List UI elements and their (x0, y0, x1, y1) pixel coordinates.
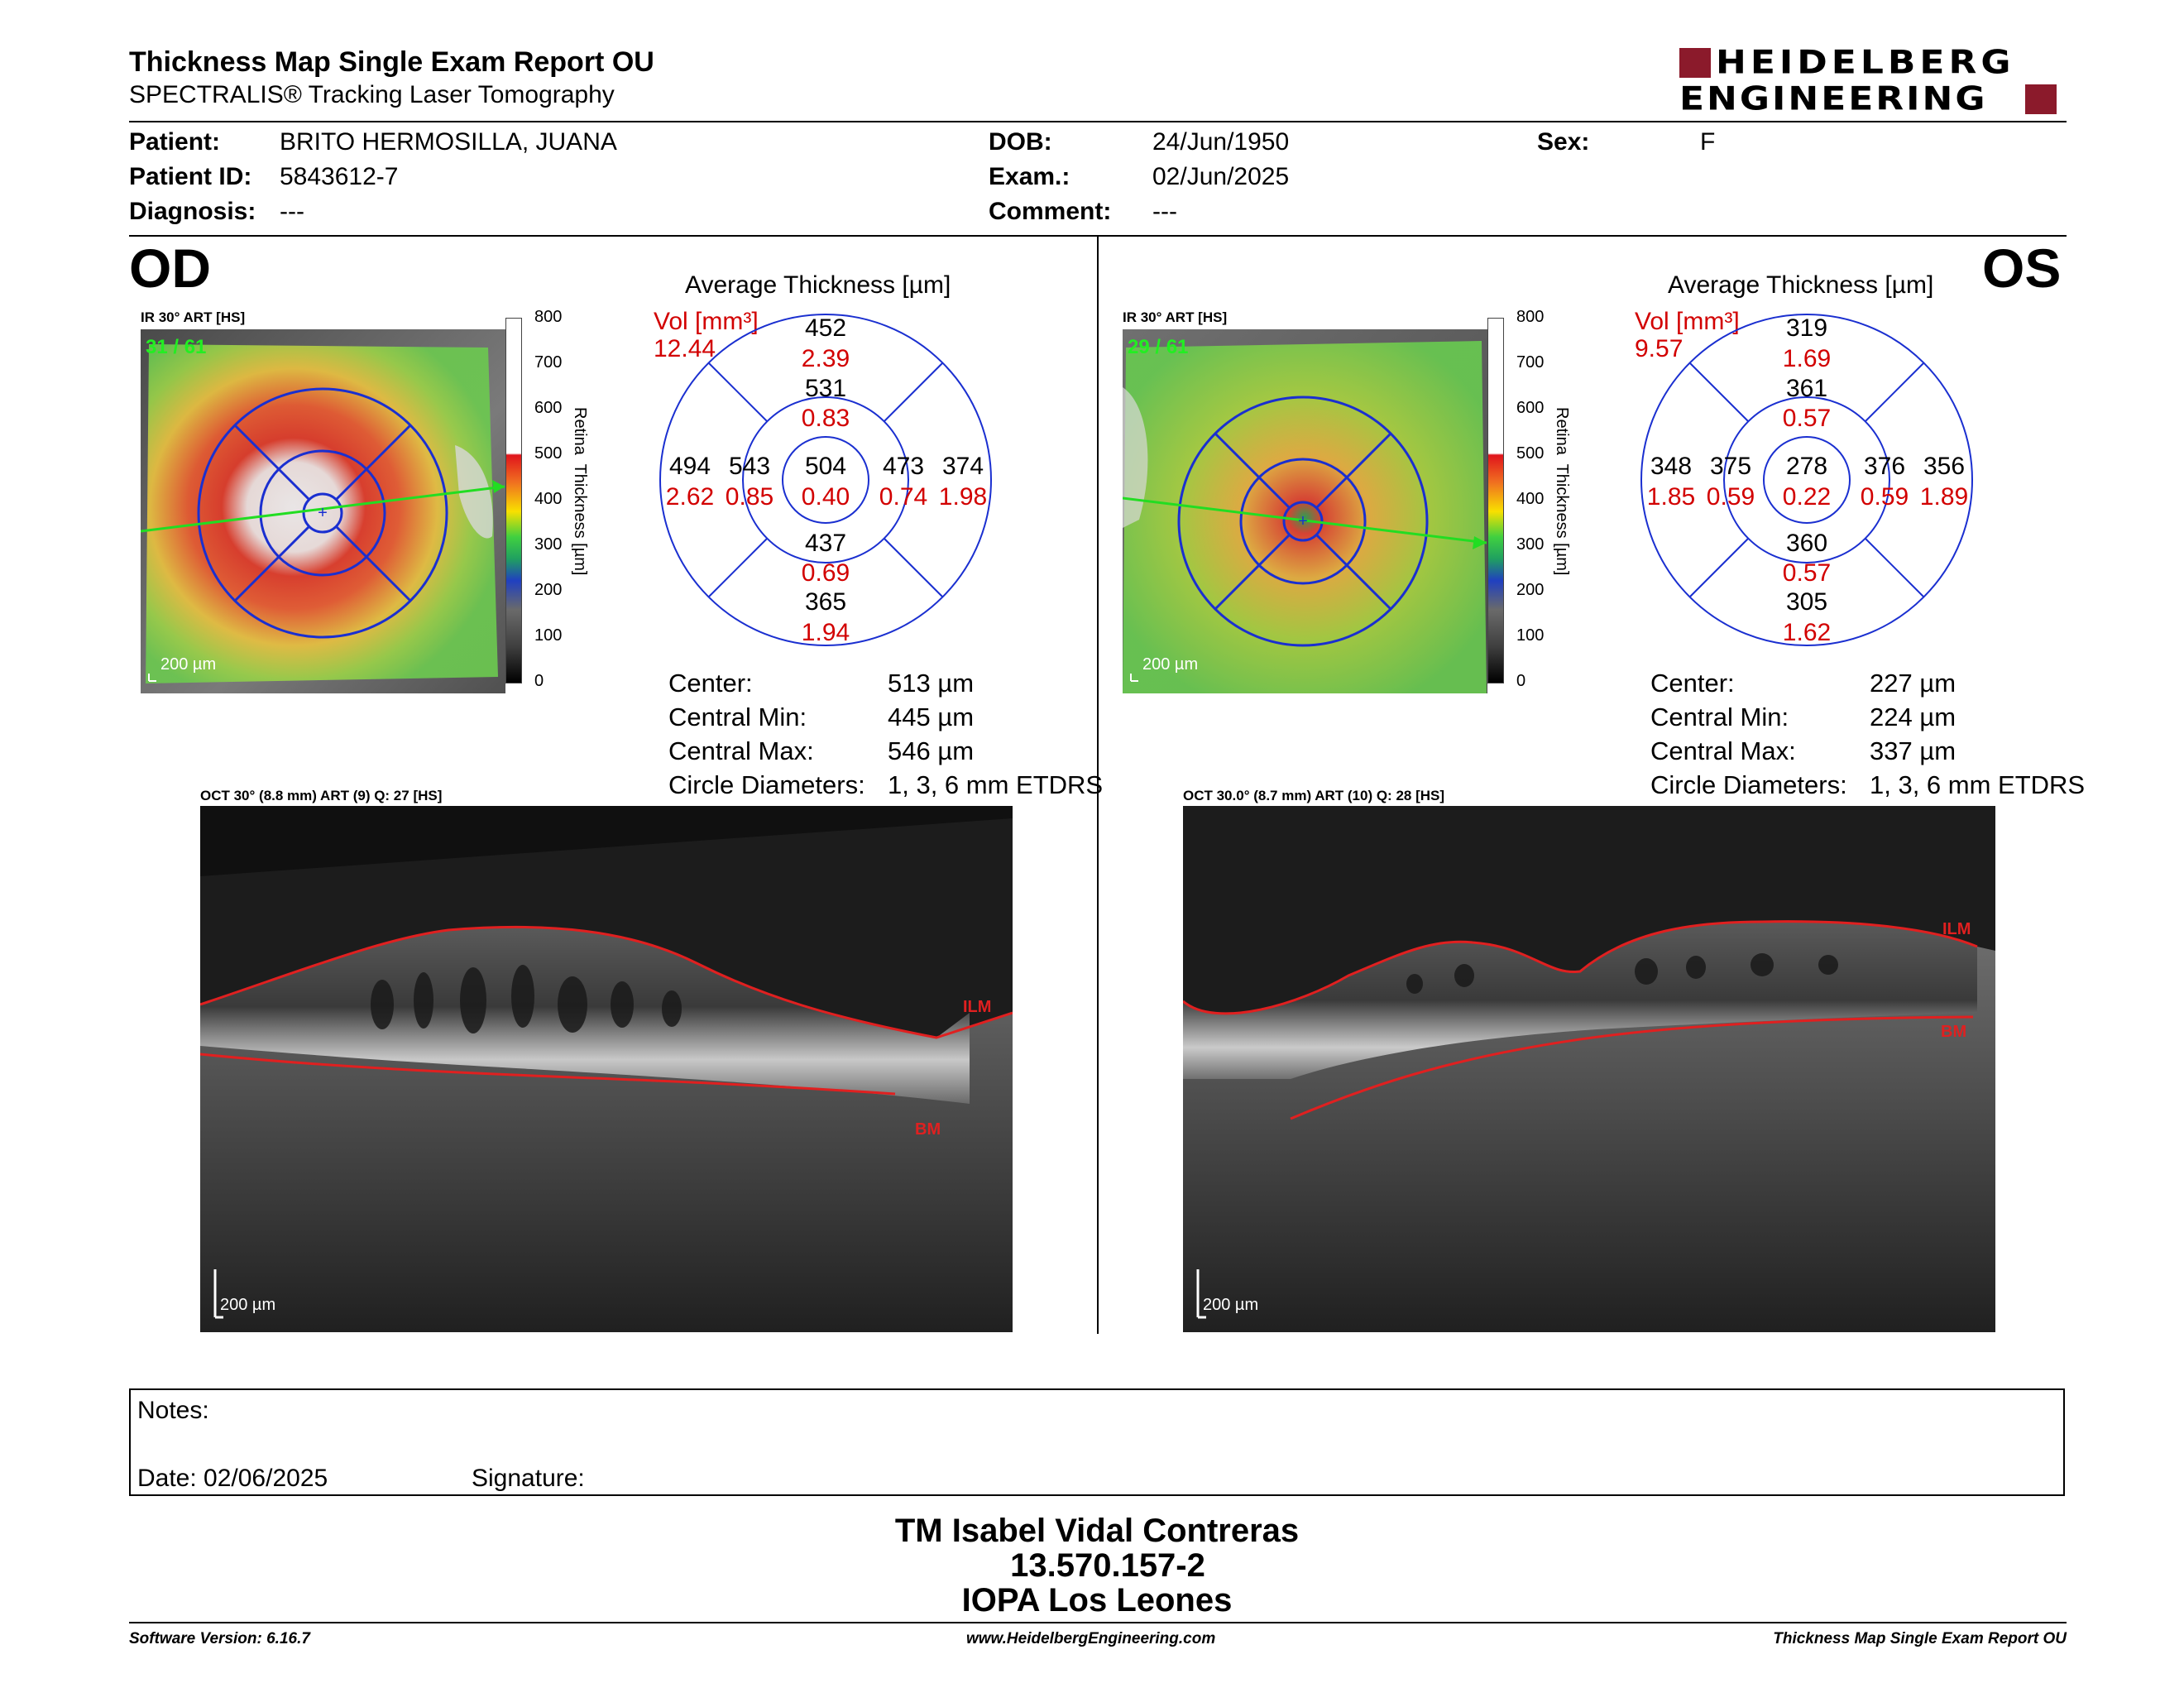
od-map-scale: 200 µm (160, 655, 217, 674)
od-outer-inf-thk: 365 (804, 588, 847, 616)
od-tick: 500 (534, 444, 563, 463)
os-chart-title: Average Thickness [µm] (1668, 271, 1934, 299)
svg-text:+: + (318, 504, 328, 522)
header-divider (129, 121, 2067, 122)
os-inner-left-vol: 0.59 (1706, 483, 1755, 511)
od-outer-right-thk: 374 (941, 453, 984, 480)
od-tick: 600 (534, 399, 563, 417)
od-inner-inf-thk: 437 (804, 530, 847, 557)
od-outer-right-vol: 1.98 (938, 483, 988, 511)
od-outer-left-thk: 494 (668, 453, 711, 480)
os-outer-right-vol: 1.89 (1919, 483, 1969, 511)
os-stat-label: Circle Diameters: (1650, 770, 1847, 799)
od-center-vol: 0.40 (801, 483, 850, 511)
os-stat-value: 227 µm (1870, 669, 1956, 698)
patient-name: BRITO HERMOSILLA, JUANA (280, 128, 617, 156)
os-inner-right-vol: 0.59 (1860, 483, 1909, 511)
footer-software: Software Version: 6.16.7 (129, 1630, 310, 1647)
os-colorbar-title: Retina Thickness [µm] (1553, 407, 1571, 576)
od-inner-sup-thk: 531 (804, 375, 847, 402)
od-tick: 100 (534, 626, 563, 645)
od-inner-inf-vol: 0.69 (801, 559, 850, 587)
os-inner-sup-thk: 361 (1785, 375, 1828, 402)
os-oct-label: OCT 30.0° (8.7 mm) ART (10) Q: 28 [HS] (1183, 788, 1445, 803)
dob-value: 24/Jun/1950 (1152, 128, 1290, 156)
os-tick: 0 (1516, 672, 1526, 690)
os-outer-left-vol: 1.85 (1646, 483, 1696, 511)
od-outer-sup-thk: 452 (804, 314, 847, 342)
os-stat-value: 337 µm (1870, 736, 1956, 765)
os-oct-scale: 200 µm (1203, 1296, 1259, 1314)
os-thickness-map (1123, 329, 1487, 693)
logo-line1: HEIDELBERG (1716, 43, 2015, 82)
od-outer-inf-vol: 1.94 (801, 619, 850, 646)
os-bm-label: BM (1941, 1023, 1967, 1041)
notes-label: Notes: (137, 1397, 209, 1424)
od-chart-title: Average Thickness [µm] (685, 271, 951, 299)
footer-report-name: Thickness Map Single Exam Report OU (1773, 1630, 2067, 1647)
od-tick: 300 (534, 535, 563, 554)
exam-value: 02/Jun/2025 (1152, 163, 1290, 190)
report-title: Thickness Map Single Exam Report OU (129, 46, 654, 78)
os-inner-right-thk: 376 (1863, 453, 1906, 480)
os-etdrs-grid (1635, 298, 1999, 662)
od-stat-value: 1, 3, 6 mm ETDRS (888, 770, 1104, 799)
os-tick: 300 (1516, 535, 1545, 554)
patient-id-label: Patient ID: (129, 163, 252, 190)
od-stat-label: Circle Diameters: (668, 770, 865, 799)
os-stat-label: Center: (1650, 669, 1735, 698)
os-outer-sup-vol: 1.69 (1782, 345, 1832, 372)
os-colorbar-ticks (1508, 308, 1549, 697)
footer-website[interactable]: www.HeidelbergEngineering.com (966, 1630, 1216, 1647)
os-inner-sup-vol: 0.57 (1782, 405, 1832, 432)
os-outer-sup-thk: 319 (1785, 314, 1828, 342)
os-vol-value: 9.57 (1635, 335, 1684, 362)
os-outer-inf-thk: 305 (1785, 588, 1828, 616)
od-tick: 0 (534, 672, 544, 690)
os-outer-inf-vol: 1.62 (1782, 619, 1832, 646)
comment-value: --- (1152, 198, 1177, 225)
od-vol-value: 12.44 (654, 335, 716, 362)
od-bm-label: BM (915, 1120, 941, 1139)
diagnosis-value: --- (280, 198, 304, 225)
od-inner-sup-vol: 0.83 (801, 405, 850, 432)
od-oct-scale: 200 µm (220, 1296, 276, 1314)
od-etdrs-grid (654, 298, 1018, 662)
od-stat-value: 445 µm (888, 703, 975, 731)
signoff-institution: IOPA Los Leones (961, 1582, 1233, 1618)
od-ilm-label: ILM (963, 998, 992, 1016)
os-frame-count: 29 / 61 (1128, 336, 1189, 358)
report-subtitle: SPECTRALIS® Tracking Laser Tomography (129, 81, 615, 108)
od-tick: 200 (534, 581, 563, 599)
od-ir-label: IR 30° ART [HS] (141, 309, 246, 325)
od-stat-value: 513 µm (888, 669, 975, 698)
os-ir-label: IR 30° ART [HS] (1123, 309, 1228, 325)
exam-label: Exam.: (989, 163, 1070, 190)
od-inner-right-vol: 0.74 (879, 483, 928, 511)
os-center-vol: 0.22 (1782, 483, 1832, 511)
os-tick: 800 (1516, 308, 1545, 326)
os-eye-label: OS (1982, 237, 2062, 299)
os-stat-value: 1, 3, 6 mm ETDRS (1870, 770, 2086, 799)
od-inner-right-thk: 473 (882, 453, 925, 480)
od-inner-left-thk: 543 (728, 453, 771, 480)
od-stat-label: Central Min: (668, 703, 807, 731)
os-tick: 600 (1516, 399, 1545, 417)
notes-box[interactable] (129, 1388, 2065, 1496)
signoff-id: 13.570.157-2 (1010, 1547, 1205, 1584)
od-colorbar-ticks (526, 308, 568, 697)
od-vol-label: Vol [mm³] (654, 308, 759, 335)
diagnosis-label: Diagnosis: (129, 198, 256, 225)
os-tick: 100 (1516, 626, 1545, 645)
comment-label: Comment: (989, 198, 1112, 225)
os-colorbar (1487, 318, 1504, 683)
od-oct-scan (200, 806, 1013, 1332)
od-colorbar-title: Retina Thickness [µm] (571, 407, 589, 576)
os-oct-scan (1183, 806, 1995, 1332)
os-map-scale: 200 µm (1142, 655, 1199, 674)
footer-divider (129, 1622, 2067, 1623)
os-inner-inf-thk: 360 (1785, 530, 1828, 557)
signature-label: Signature: (472, 1465, 585, 1492)
os-inner-left-thk: 375 (1709, 453, 1752, 480)
logo-square-top (1679, 48, 1711, 78)
od-center-thk: 504 (804, 453, 847, 480)
od-outer-left-vol: 2.62 (665, 483, 715, 511)
os-tick: 500 (1516, 444, 1545, 463)
date-label: Date: 02/06/2025 (137, 1465, 328, 1492)
os-tick: 400 (1516, 490, 1545, 508)
od-tick: 400 (534, 490, 563, 508)
os-stat-value: 224 µm (1870, 703, 1956, 731)
od-colorbar (505, 318, 522, 683)
os-stat-label: Central Min: (1650, 703, 1789, 731)
od-frame-count: 31 / 61 (146, 336, 207, 358)
od-outer-sup-vol: 2.39 (801, 345, 850, 372)
os-stat-label: Central Max: (1650, 736, 1796, 765)
dob-label: DOB: (989, 128, 1052, 156)
od-inner-left-vol: 0.85 (725, 483, 774, 511)
od-tick: 700 (534, 353, 563, 372)
logo-square-bottom (2025, 84, 2057, 114)
od-stat-value: 546 µm (888, 736, 975, 765)
os-outer-left-thk: 348 (1650, 453, 1693, 480)
od-thickness-map (141, 329, 505, 693)
os-outer-right-thk: 356 (1923, 453, 1966, 480)
od-eye-label: OD (129, 237, 211, 299)
od-stat-label: Center: (668, 669, 753, 698)
od-tick: 800 (534, 308, 563, 326)
os-tick: 200 (1516, 581, 1545, 599)
od-oct-label: OCT 30° (8.8 mm) ART (9) Q: 27 [HS] (200, 788, 443, 803)
od-stat-label: Central Max: (668, 736, 814, 765)
heidelberg-logo (1679, 45, 2056, 116)
os-inner-inf-vol: 0.57 (1782, 559, 1832, 587)
os-tick: 700 (1516, 353, 1545, 372)
svg-text:+: + (1298, 512, 1308, 530)
os-center-thk: 278 (1785, 453, 1828, 480)
os-ilm-label: ILM (1942, 920, 1971, 938)
patient-id: 5843612-7 (280, 163, 399, 190)
logo-line2: ENGINEERING (1679, 79, 1988, 118)
sex-value: F (1700, 128, 1716, 156)
patient-label: Patient: (129, 128, 221, 156)
signoff-name: TM Isabel Vidal Contreras (894, 1513, 1300, 1549)
os-vol-label: Vol [mm³] (1635, 308, 1740, 335)
sex-label: Sex: (1537, 128, 1590, 156)
